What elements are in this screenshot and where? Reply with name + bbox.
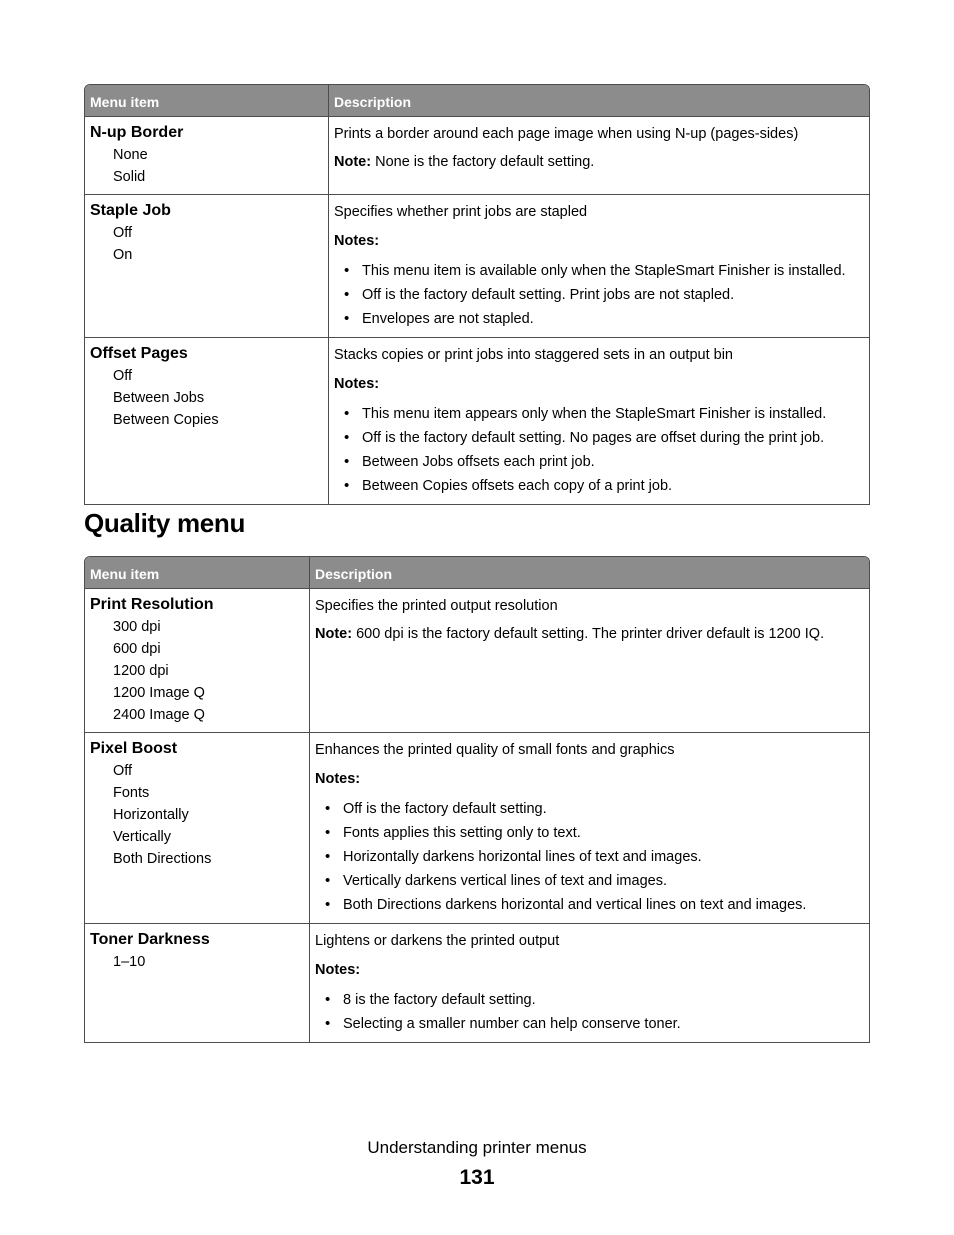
table-row — [85, 732, 869, 923]
description-text: Lightens or darkens the printed output — [315, 933, 560, 949]
menu-option: Off — [113, 763, 133, 779]
notes-list — [315, 797, 864, 917]
note-item: • Vertically darkens vertical lines of text and images. — [315, 869, 864, 893]
notes-label: Notes: — [334, 233, 380, 249]
page-number: 131 — [459, 1166, 495, 1189]
note-item: • Envelopes are not stapled. — [334, 307, 864, 331]
description-cell — [309, 923, 869, 1042]
description-cell — [328, 116, 869, 194]
table-row — [85, 116, 869, 194]
column-header-description: Description — [328, 85, 869, 116]
menu-option: Fonts — [113, 785, 150, 801]
menu-item-cell — [85, 337, 328, 504]
description-cell — [328, 194, 869, 337]
note-label: Note: — [315, 626, 353, 642]
menu-table-finishing — [84, 84, 870, 505]
menu-table-quality — [84, 556, 870, 1043]
menu-option: Both Directions — [113, 851, 212, 867]
menu-item-name: Print Resolution — [90, 596, 214, 613]
note-item: • Off is the factory default setting. — [315, 797, 864, 821]
menu-option: 1200 dpi — [113, 663, 169, 679]
description-cell — [328, 337, 869, 504]
note-item: • Off is the factory default setting. Print jobs are not stapled. — [334, 283, 864, 307]
section-heading-quality-menu: Quality menu — [84, 508, 246, 538]
note-item: • Between Jobs offsets each print job. — [334, 450, 864, 474]
menu-item-cell — [85, 588, 309, 732]
menu-item-cell — [85, 732, 309, 923]
description-text: Stacks copies or print jobs into staggered sets in an output bin — [334, 347, 733, 363]
menu-option: 1200 Image Q — [113, 685, 205, 701]
table-row — [85, 923, 869, 1042]
notes-label: Notes: — [315, 771, 361, 787]
menu-item-name: Pixel Boost — [90, 740, 178, 757]
note-text: 600 dpi is the factory default setting. The printer driver default is 1200 IQ. — [352, 626, 825, 642]
menu-option: 300 dpi — [113, 619, 161, 635]
table-header-row — [85, 557, 869, 588]
menu-option: 2400 Image Q — [113, 707, 205, 723]
table-row — [85, 588, 869, 732]
notes-list — [334, 402, 864, 498]
note-item: • This menu item is available only when the StapleSmart Finisher is installed. — [334, 259, 864, 283]
menu-option: Horizontally — [113, 807, 189, 823]
menu-item-cell — [85, 923, 309, 1042]
notes-list — [315, 988, 864, 1036]
note-item: • Both Directions darkens horizontal and vertical lines on text and images. — [315, 893, 864, 917]
table-row — [85, 194, 869, 337]
note-item: • This menu item appears only when the StapleSmart Finisher is installed. — [334, 402, 864, 426]
notes-label: Notes: — [334, 376, 380, 392]
menu-option: Vertically — [113, 829, 172, 845]
note-item: • Fonts applies this setting only to text. — [315, 821, 864, 845]
description-cell — [309, 732, 869, 923]
menu-option: Between Copies — [113, 412, 219, 428]
description-cell — [309, 588, 869, 732]
note-label: Note: — [334, 154, 372, 170]
menu-item-name: Offset Pages — [90, 345, 188, 362]
menu-option: None — [113, 147, 148, 163]
note-item: • Off is the factory default setting. No pages are offset during the print job. — [334, 426, 864, 450]
menu-item-name: N-up Border — [90, 124, 184, 141]
note — [315, 624, 864, 644]
description-text: Specifies whether print jobs are stapled — [334, 204, 588, 220]
menu-option: Off — [113, 368, 133, 384]
menu-option: Between Jobs — [113, 390, 205, 406]
menu-item-name: Staple Job — [90, 202, 171, 219]
note-item: • 8 is the factory default setting. — [315, 988, 864, 1012]
note-item: • Between Copies offsets each copy of a print job. — [334, 474, 864, 498]
note-item: • Horizontally darkens horizontal lines of text and images. — [315, 845, 864, 869]
note-item: • Selecting a smaller number can help conserve toner. — [315, 1012, 864, 1036]
column-header-menu-item: Menu item — [85, 85, 328, 116]
description-text: Enhances the printed quality of small fonts and graphics — [315, 742, 675, 758]
column-header-description: Description — [309, 557, 869, 588]
notes-label: Notes: — [315, 962, 361, 978]
menu-option: On — [113, 247, 133, 263]
menu-option: Off — [113, 225, 133, 241]
table-row — [85, 337, 869, 504]
note-text: None is the factory default setting. — [371, 154, 595, 170]
description-text: Specifies the printed output resolution — [315, 598, 558, 614]
menu-option: 1–10 — [113, 954, 146, 970]
table-header-row — [85, 85, 869, 116]
menu-item-name: Toner Darkness — [90, 931, 210, 948]
notes-list — [334, 259, 864, 331]
column-header-menu-item: Menu item — [85, 557, 309, 588]
menu-option: Solid — [113, 169, 146, 185]
menu-option: 600 dpi — [113, 641, 161, 657]
footer-chapter-title: Understanding printer menus — [367, 1138, 587, 1157]
note — [334, 152, 864, 172]
description-text: Prints a border around each page image when using N-up (pages-sides) — [334, 126, 799, 142]
menu-item-cell — [85, 116, 328, 194]
menu-item-cell — [85, 194, 328, 337]
